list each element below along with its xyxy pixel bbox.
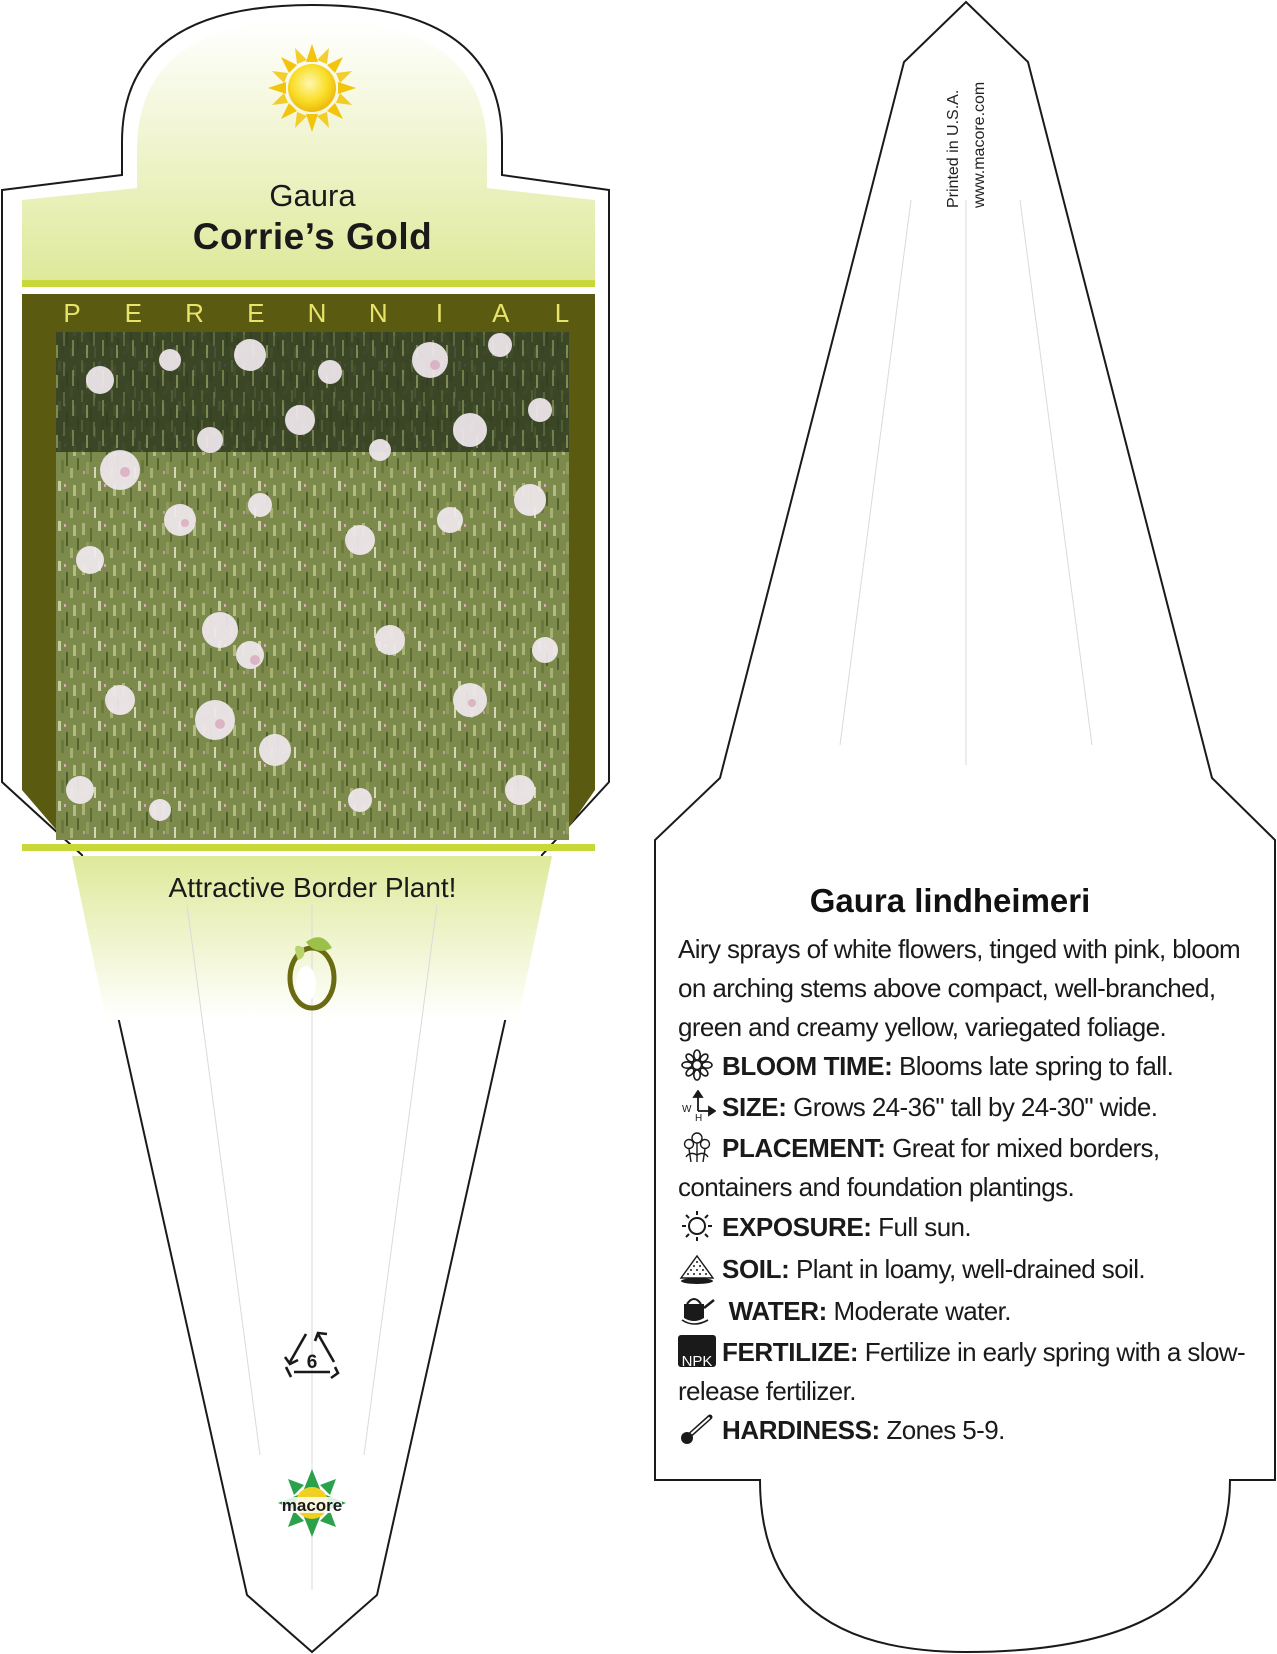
detail-size bbox=[678, 1088, 1263, 1127]
detail-hardiness bbox=[678, 1411, 1263, 1450]
category-letter: I bbox=[435, 298, 444, 328]
detail-fertilize bbox=[678, 1333, 1263, 1411]
sun-outline-icon bbox=[678, 1210, 716, 1242]
tagline: Attractive Border Plant! bbox=[168, 872, 457, 903]
size-h-letter: H bbox=[695, 1113, 702, 1122]
detail-value: Zones 5-9. bbox=[886, 1415, 1005, 1445]
website: www.macore.com bbox=[971, 81, 988, 208]
watering-can-icon bbox=[678, 1294, 716, 1326]
category-letter: E bbox=[124, 298, 142, 328]
logo-text: macore bbox=[281, 1496, 343, 1515]
detail-value: Blooms late spring to fall. bbox=[898, 1051, 1174, 1081]
category-letter: L bbox=[554, 298, 570, 328]
detail-label: PLACEMENT: bbox=[722, 1133, 886, 1163]
thermometer-icon bbox=[678, 1413, 716, 1445]
soil-pile-icon bbox=[678, 1252, 716, 1284]
plant-variety: Corrie’s Gold bbox=[192, 216, 433, 257]
detail-label: SIZE: bbox=[722, 1092, 787, 1122]
plant-genus: Gaura bbox=[269, 178, 356, 213]
category-letter: P bbox=[63, 298, 81, 328]
plant-description: Airy sprays of white flowers, tinged with pink, bloom on arching stems above compact, well-branched, green and creamy yellow, variegated foliage. bbox=[678, 934, 1241, 1042]
detail-value: Fertilize in early spring with a slow-release fertilizer. bbox=[678, 1337, 1246, 1406]
category-letter: R bbox=[185, 298, 204, 328]
botanical-name: Gaura lindheimeri bbox=[809, 882, 1091, 919]
detail-value: Full sun. bbox=[878, 1212, 972, 1242]
detail-value: Great for mixed borders, containers and foundation plantings. bbox=[678, 1133, 1160, 1202]
detail-label: EXPOSURE: bbox=[722, 1212, 872, 1242]
npk-icon bbox=[678, 1335, 716, 1370]
detail-soil bbox=[678, 1250, 1263, 1289]
category-letter: N bbox=[368, 298, 388, 328]
detail-label: WATER: bbox=[728, 1296, 827, 1326]
detail-exposure bbox=[678, 1208, 1263, 1247]
detail-label: SOIL: bbox=[722, 1254, 790, 1284]
category-letter: N bbox=[307, 298, 327, 328]
detail-label: HARDINESS: bbox=[722, 1415, 880, 1445]
detail-label: BLOOM TIME: bbox=[722, 1051, 893, 1081]
size-arrows-icon bbox=[678, 1090, 716, 1122]
detail-value: Moderate water. bbox=[833, 1296, 1011, 1326]
detail-bloom-time bbox=[678, 1047, 1263, 1086]
category-letter: A bbox=[492, 298, 510, 328]
category-letter: E bbox=[247, 298, 265, 328]
detail-water bbox=[678, 1292, 1263, 1331]
detail-value: Plant in loamy, well-drained soil. bbox=[795, 1254, 1146, 1284]
size-w-letter: W bbox=[682, 1104, 691, 1115]
npk-icon-text: NPK bbox=[681, 1353, 713, 1370]
placement-flowers-icon bbox=[678, 1131, 716, 1163]
detail-value: Grows 24-36" tall by 24-30" wide. bbox=[793, 1092, 1158, 1122]
flower-icon bbox=[678, 1049, 716, 1081]
recycle-number: 6 bbox=[306, 1352, 318, 1373]
printed-in: Printed in U.S.A. bbox=[945, 89, 962, 208]
detail-placement bbox=[678, 1129, 1263, 1207]
print-info bbox=[925, 50, 1005, 220]
detail-label: FERTILIZE: bbox=[722, 1337, 859, 1367]
